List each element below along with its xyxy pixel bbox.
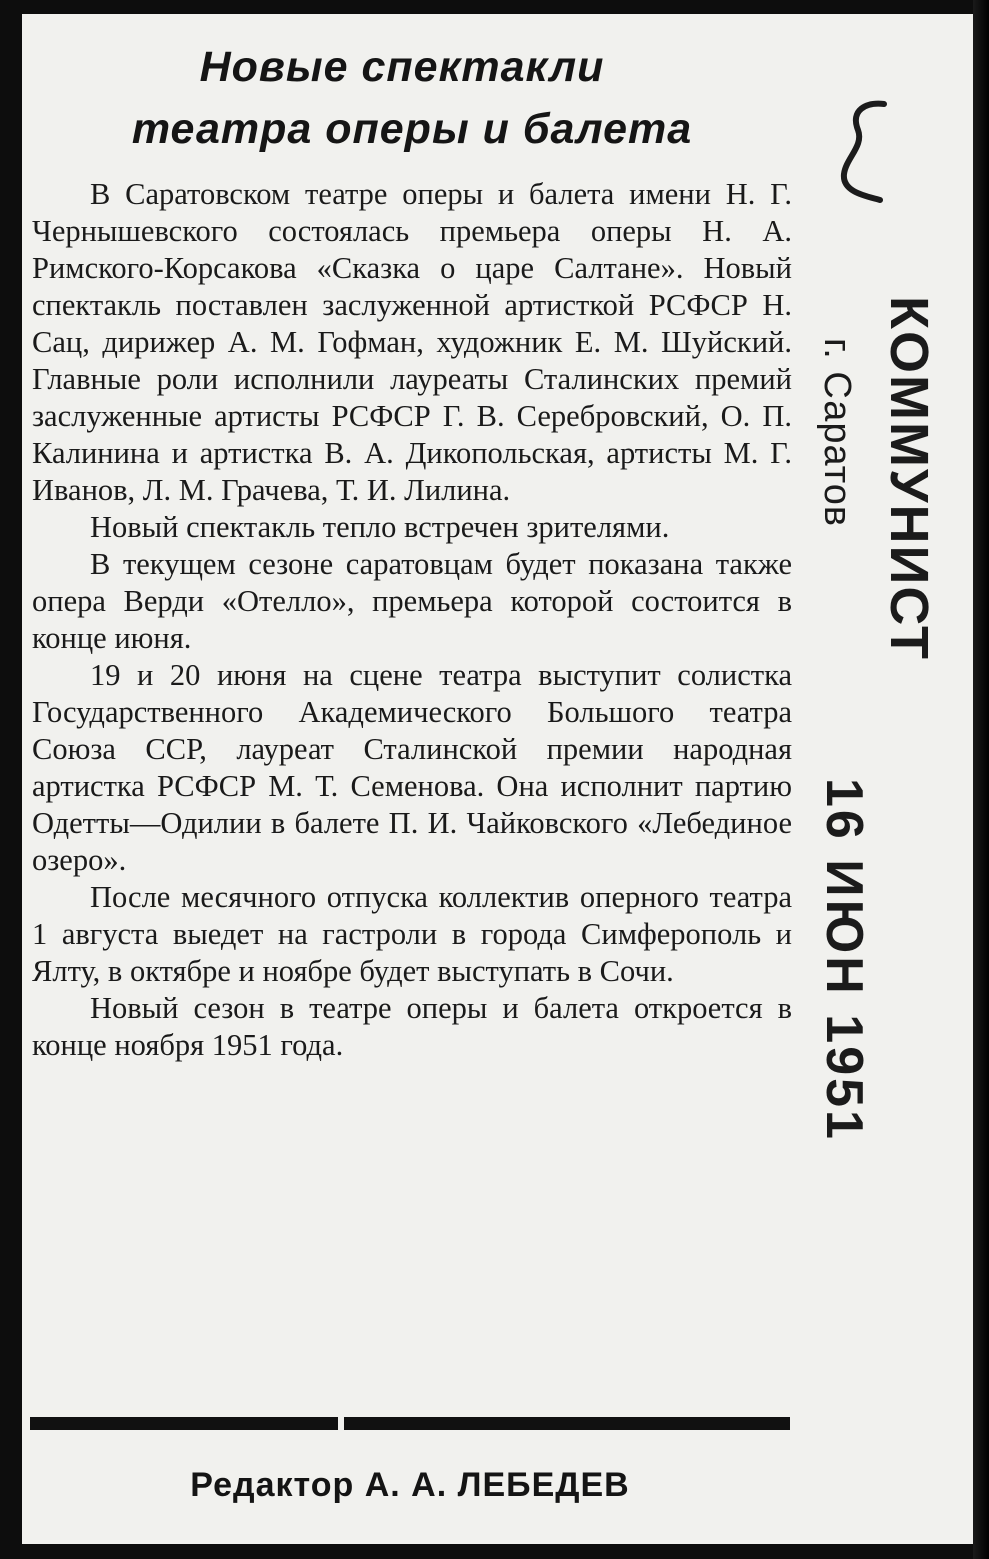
scan-edge	[973, 0, 989, 1559]
paragraph-swan-lake: 19 и 20 июня на сцене театра выступит солистка Государственного Академического Большого театра Союза ССР, лауреат Сталинской премии народная артистка РСФСР М. Т. Семенова. Она исполнит партию Одетты—Одилии в балете П. И. Чайковского «Лебединое озеро».	[32, 658, 792, 877]
handwritten-mark	[836, 96, 896, 216]
article	[32, 36, 792, 1064]
paragraph-othello: В текущем сезоне саратовцам будет показана также опера Верди «Отелло», премьера которой состоится в конце июня.	[32, 547, 792, 655]
article-headline	[32, 36, 792, 160]
paragraph-new-season: Новый сезон в театре оперы и балета откроется в конце ноября 1951 года.	[32, 991, 792, 1062]
divider-rule	[30, 1417, 790, 1430]
headline-line-1: Новые спектакли	[199, 43, 605, 91]
paragraph-reception: Новый спектакль тепло встречен зрителями.	[90, 510, 670, 544]
stamp-date: 16 ИЮН 1951	[815, 778, 873, 1142]
headline-line-2: театра оперы и балета	[131, 105, 693, 153]
editor-signature: Редактор А. А. ЛЕБЕДЕВ	[190, 1466, 630, 1504]
stamp-city: г. Саратов	[816, 338, 858, 528]
paragraph-tour: После месячного отпуска коллектив оперного театра 1 августа выедет на гастроли в города Симферополь и Ялту, в октябре и ноябре будет выступать в Сочи.	[32, 880, 792, 988]
paragraph-premiere: В Саратовском театре оперы и балета имени Н. Г. Чернышевского состоялась премьера оперы Н. А. Римского-Корсакова «Сказка о царе Салтане». Новый спектакль поставлен заслуженной артисткой РСФСР Н. Сац, дирижер А. М. Гофман, художник Е. М. Шуйский. Главные роли исполнили лауреаты Сталинских премий заслуженные артисты РСФСР Г. В. Серебровский, О. П. Калинина и артистка В. А. Дикопольская, артисты М. Г. Иванов, Л. М. Грачева, Т. И. Лилина.	[32, 177, 792, 507]
stamp-newspaper-name: КОММУНИСТ	[879, 296, 939, 661]
article-body	[32, 176, 792, 1064]
